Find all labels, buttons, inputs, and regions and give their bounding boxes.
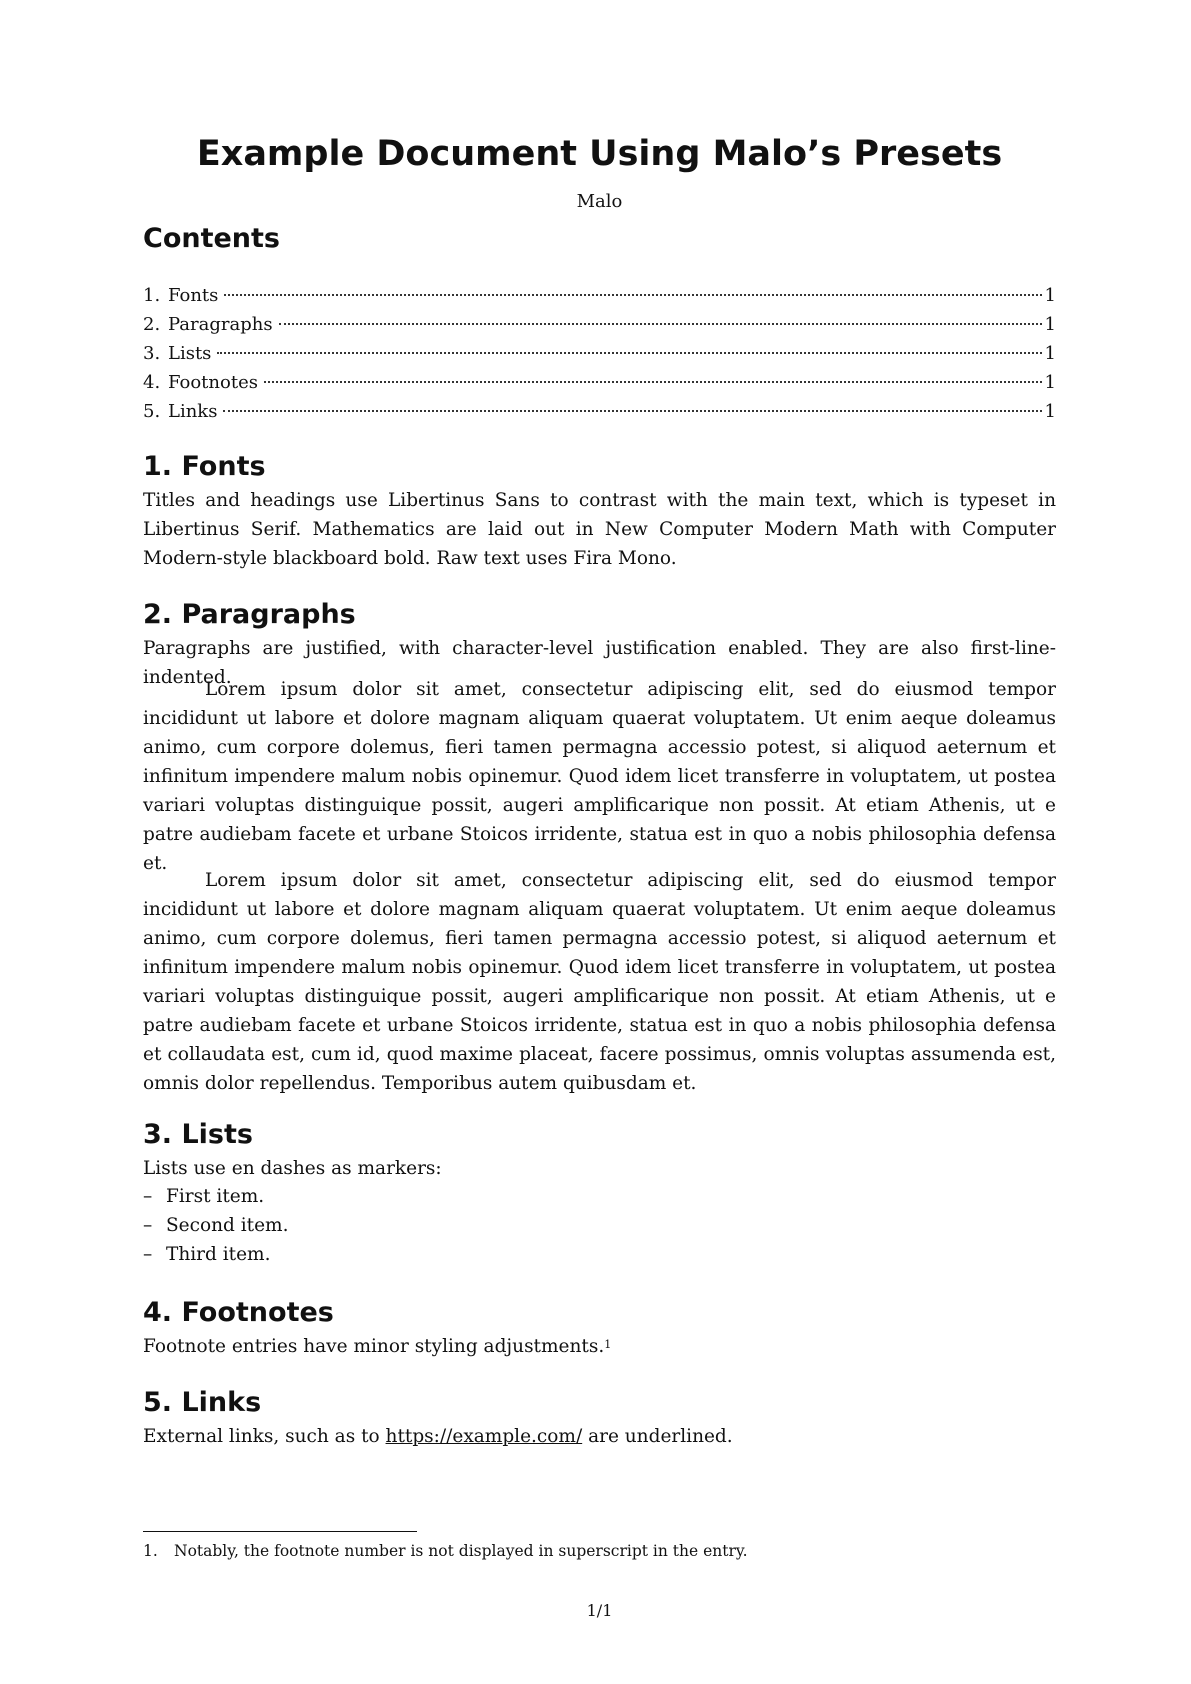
toc-entry-number: 1. [143,285,161,306]
lorem-paragraph-1: Lorem ipsum dolor sit amet, consectetur adipiscing elit, sed do eiusmod tempor incididunt ut labore et dolore magnam aliquam quaerat voluptatem. Ut enim aeque doleamus animo, cum corpore dolemus, fieri tamen permagna accessio potest, si aliquod aeternum et infinitum impendere malum nobis opinemur. Quod idem licet transferre in voluptatem, ut postea variari voluptas distinguique possit, augeri amplificarique non possit. At etiam Athenis, ut e patre audiebam facete et urbane Stoicos irridente, statua est in quo a nobis philosophia defensa et. [143,679,1056,874]
toc-entry-page: 1 [1044,401,1056,422]
toc-entry-fonts[interactable] [143,281,1056,310]
footnote-entry [143,1540,1056,1562]
page-number: 1/1 [586,1601,613,1620]
document-page [143,0,1056,1684]
lists-intro: Lists use en dashes as markers: [143,1158,442,1179]
footnote-number: 1. [143,1542,158,1560]
toc-entry-label: Links [168,401,218,422]
footnote-divider [143,1531,417,1532]
paragraphs-intro: Paragraphs are justified, with character-level justification enabled. They are also first-line-indented. [143,638,1056,688]
section-heading-paragraphs: 2. Paragraphs [143,599,356,630]
list-item-text: Second item. [166,1215,289,1236]
toc-entry-links[interactable] [143,397,1056,426]
toc-entry-page: 1 [1044,285,1056,306]
footnotes-text: Footnote entries have minor styling adjustments. [143,1336,605,1357]
list-marker: – [143,1244,153,1265]
toc-entry-label: Footnotes [168,372,258,393]
en-dash-list [143,1182,1056,1269]
toc-entry-number: 5. [143,401,161,422]
section-heading-fonts: 1. Fonts [143,451,266,482]
document-title: Example Document Using Malo’s Presets [196,134,1003,174]
list-item-text: Third item. [166,1244,271,1265]
section-heading-footnotes: 4. Footnotes [143,1297,334,1328]
external-link[interactable]: https://example.com/ [385,1426,583,1447]
contents-heading: Contents [143,223,281,254]
section-heading-lists: 3. Lists [143,1119,253,1150]
list-marker: – [143,1186,153,1207]
toc-leader-dots [279,320,1042,325]
toc-entry-footnotes[interactable] [143,368,1056,397]
links-text-after: are underlined. [582,1426,733,1447]
list-item [143,1240,1056,1269]
lorem-paragraph-2: Lorem ipsum dolor sit amet, consectetur adipiscing elit, sed do eiusmod tempor incididunt ut labore et dolore magnam aliquam quaerat voluptatem. Ut enim aeque doleamus animo, cum corpore dolemus, fieri tamen permagna accessio potest, si aliquod aeternum et infinitum impendere malum nobis opinemur. Quod idem licet transferre in voluptatem, ut postea variari voluptas distinguique possit, augeri amplificarique non possit. At etiam Athenis, ut e patre audiebam facete et urbane Stoicos irridente, statua est in quo a nobis philosophia defensa et collaudata est, cum id, quod maxime placeat, facere possimus, omnis voluptas assumenda est, omnis dolor repellendus. Temporibus autem quibusdam et. [143,870,1056,1094]
list-item [143,1211,1056,1240]
list-item-text: First item. [166,1186,265,1207]
document-author: Malo [576,191,623,212]
links-text-before: External links, such as to [143,1426,386,1447]
toc-entry-label: Paragraphs [168,314,273,335]
toc-entry-label: Lists [168,343,212,364]
toc-entry-paragraphs[interactable] [143,310,1056,339]
toc-entry-number: 3. [143,343,161,364]
toc-entry-page: 1 [1044,343,1056,364]
fonts-paragraph: Titles and headings use Libertinus Sans to contrast with the main text, which is typeset in Libertinus Serif. Mathematics are laid out in New Computer Modern Math with Computer Modern-style blackboard bold. Raw text uses Fira Mono. [143,490,1056,569]
toc-entry-page: 1 [1044,372,1056,393]
toc-entry-number: 2. [143,314,161,335]
toc-leader-dots [217,349,1041,354]
toc-leader-dots [264,378,1042,383]
section-heading-links: 5. Links [143,1387,262,1418]
table-of-contents [143,281,1056,426]
toc-entry-page: 1 [1044,314,1056,335]
toc-entry-number: 4. [143,372,161,393]
toc-entry-label: Fonts [168,285,219,306]
footnote-reference[interactable]: 1 [604,1338,612,1351]
toc-entry-lists[interactable] [143,339,1056,368]
toc-leader-dots [224,291,1041,296]
links-paragraph [143,1422,1056,1451]
footnote-text: Notably, the footnote number is not displayed in superscript in the entry. [174,1542,748,1560]
list-item [143,1182,1056,1211]
footnotes-paragraph [143,1332,1056,1361]
list-marker: – [143,1215,153,1236]
toc-leader-dots [223,407,1041,412]
